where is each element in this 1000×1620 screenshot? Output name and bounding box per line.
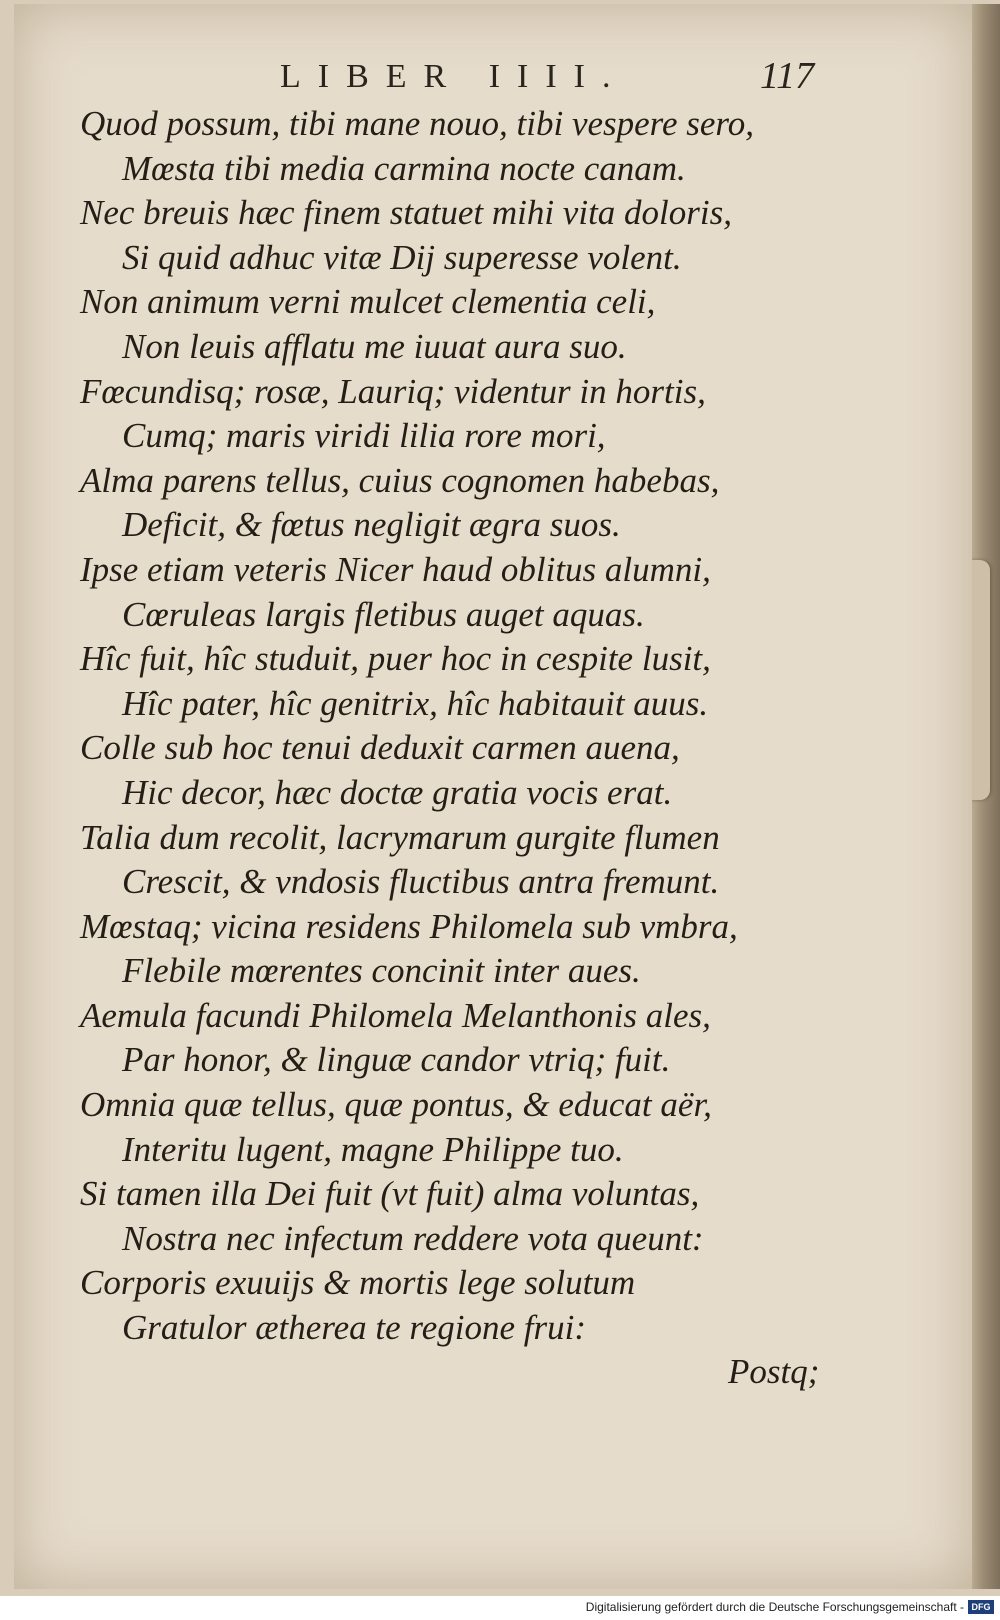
poem-text (80, 102, 880, 1351)
verse-line: Hîc fuit, hîc studuit, puer hoc in cespite lusit, (80, 639, 711, 679)
running-head: LIBER IIII. (280, 58, 628, 95)
verse-line: Si tamen illa Dei fuit (vt fuit) alma voluntas, (80, 1174, 700, 1214)
verse-line: Alma parens tellus, cuius cognomen habebas, (80, 460, 720, 500)
verse-line: Talia dum recolit, lacrymarum gurgite flumen (80, 817, 720, 857)
verse-line: Mœsta tibi media carmina nocte canam. (122, 148, 686, 188)
verse-line: Quod possum, tibi mane nouo, tibi vespere sero, (80, 104, 755, 143)
verse-line: Cœruleas largis fletibus auget aquas. (122, 594, 645, 634)
verse-line: Par honor, & linguæ candor vtriq; fuit. (122, 1040, 671, 1080)
page-number: 117 (760, 55, 815, 97)
verse-line: Si quid adhuc vitæ Dij superesse volent. (122, 237, 682, 277)
verse-line: Aemula facundi Philomela Melanthonis ales, (80, 995, 711, 1035)
dfg-logo-icon: DFG (968, 1600, 994, 1614)
catchword: Postq; (728, 1352, 820, 1391)
verse-line: Omnia quæ tellus, quæ pontus, & educat aër, (80, 1085, 712, 1125)
verse-line: Ipse etiam veteris Nicer haud oblitus alumni, (80, 549, 711, 589)
verse-line: Hîc pater, hîc genitrix, hîc habitauit auus. (122, 683, 709, 723)
verse-line: Fœcundisq; rosæ, Lauriq; videntur in hortis, (80, 371, 706, 411)
verse-line: Interitu lugent, magne Philippe tuo. (122, 1129, 624, 1169)
verse-line: Nec breuis hæc finem statuet mihi vita doloris, (80, 193, 732, 233)
digitization-credit: Digitalisierung gefördert durch die Deutsche Forschungsgemeinschaft - (585, 1600, 964, 1614)
verse-line: Gratulor ætherea te regione frui: (122, 1308, 587, 1348)
verse-line: Nostra nec infectum reddere vota queunt: (122, 1218, 704, 1258)
verse-line: Non leuis afflatu me iuuat aura suo. (122, 326, 627, 366)
verse-line: Flebile mœrentes concinit inter aues. (122, 951, 641, 991)
verse-line: Corporis exuuijs & mortis lege solutum (80, 1263, 636, 1303)
verse-line: Crescit, & vndosis fluctibus antra fremunt. (122, 862, 720, 902)
verse-line: Mœstaq; vicina residens Philomela sub vmbra, (80, 906, 738, 946)
verse-line: Hic decor, hæc doctæ gratia vocis erat. (122, 772, 673, 812)
verse-line: Deficit, & fœtus negligit ægra suos. (122, 505, 621, 545)
verse-line: Colle sub hoc tenui deduxit carmen auena, (80, 728, 680, 768)
verse-line: Cumq; maris viridi lilia rore mori, (122, 416, 606, 456)
verse-line: Non animum verni mulcet clementia celi, (80, 282, 656, 322)
page-header (280, 55, 840, 108)
